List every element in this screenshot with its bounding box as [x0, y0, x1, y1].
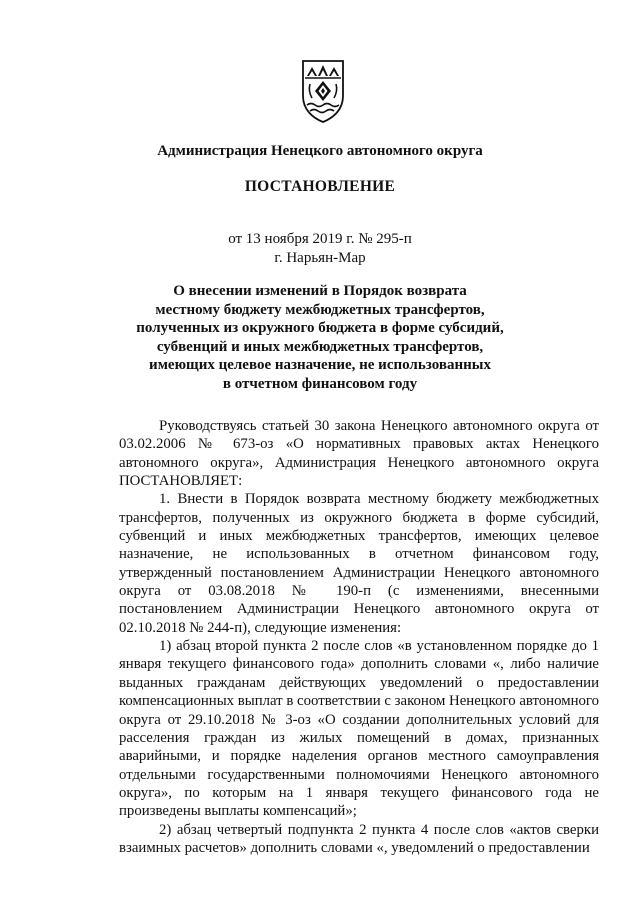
- document-date-number: от 13 ноября 2019 г. № 295-п: [228, 231, 412, 247]
- organization-name: Администрация Ненецкого автономного округа: [157, 143, 483, 159]
- document-title: [0, 282, 640, 394]
- preamble-paragraph: Руководствуясь статьей 30 закона Ненецкого автономного округа от 03.02.2006 № 673-оз «О нормативных правовых актах Ненецкого автономного округа», Администрация Ненецкого автономного округа ПОСТАНОВЛЯЕТ:: [119, 418, 599, 490]
- coat-of-arms-icon: [300, 58, 346, 124]
- document-type: ПОСТАНОВЛЕНИЕ: [244, 178, 396, 195]
- title-line: субвенций и иных межбюджетных трансфертов,: [156, 338, 484, 355]
- title-line: О внесении изменений в Порядок возврата: [173, 283, 467, 299]
- document-date-block: [0, 230, 640, 268]
- title-line: в отчетном финансовом году: [222, 375, 418, 392]
- item-1-paragraph: 1. Внести в Порядок возврата местному бюджету межбюджетных трансфертов, полученных из окружного бюджета в форме субсидий, субвенций и иных межбюджетных трансфертов, имеющих целевое назначение, не использованных в отчетном финансовом году, утвержденный постановлением Администрации Ненецкого автономного округа от 03.08.2018 № 190-п (с изменениями, внесенными постановлением Администрации Ненецкого автономного округа от 02.10.2018 № 244-п), следующие изменения:: [119, 491, 599, 636]
- subitem-2-paragraph: 2) абзац четвертый подпункта 2 пункта 4 после слов «актов сверки взаимных расчетов» дополнить словами «, уведомлений о предоставлении: [119, 821, 599, 856]
- title-line: местному бюджету межбюджетных трансфертов,: [155, 301, 485, 318]
- document-body: [119, 417, 599, 857]
- title-line: имеющих целевое назначение, не использованных: [149, 357, 491, 374]
- document-city: г. Нарьян-Мар: [274, 250, 366, 266]
- subitem-1-paragraph: 1) абзац второй пункта 2 после слов «в установленном порядке до 1 января текущего финансового года» дополнить словами «, либо наличие выданных гражданам действующих уведомлений о предоставлении компенсационных выплат в соответствии с законом Ненецкого автономного округа от 29.10.2018 № 3-оз «О создании дополнительных условий для расселения граждан из жилых помещений в домах, признанных аварийными, и порядке наделения органов местного самоуправления отдельными государственными полномочиями Ненецкого автономного округа», по которым на 1 января текущего финансового года не произведены выплаты компенсаций»;: [119, 638, 599, 820]
- title-line: полученных из окружного бюджета в форме субсидий,: [136, 320, 504, 337]
